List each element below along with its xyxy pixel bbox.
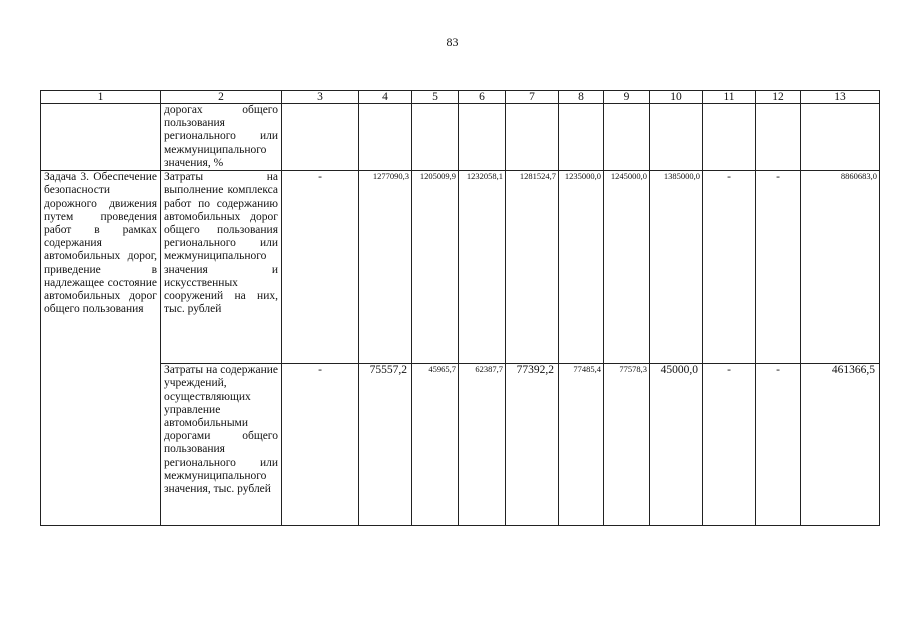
header-cell: 10: [650, 91, 703, 104]
value-cell: 62387,7: [459, 364, 506, 526]
value-cell: [459, 104, 506, 171]
value-cell: [412, 104, 459, 171]
value-cell: -: [756, 171, 801, 364]
header-cell: 2: [161, 91, 282, 104]
value-cell: 1281524,7: [506, 171, 559, 364]
value-cell: [559, 104, 604, 171]
header-cell: 9: [604, 91, 650, 104]
header-cell: 1: [41, 91, 161, 104]
value-cell: [506, 104, 559, 171]
header-cell: 12: [756, 91, 801, 104]
data-table: [40, 90, 880, 526]
value-cell: 1245000,0: [604, 171, 650, 364]
value-cell: 1277090,3: [359, 171, 412, 364]
value-cell: -: [282, 171, 359, 364]
task-cell: [41, 104, 161, 171]
header-cell: 8: [559, 91, 604, 104]
header-cell: 3: [282, 91, 359, 104]
task-cell: Задача 3. Обеспечение безопасности дорожного движения путем проведения работ в рамках содержания автомобильных дорог, приведение в надлежащее состояние автомобильных дорог общего пользования: [41, 171, 161, 526]
value-cell: -: [282, 364, 359, 526]
value-cell: 1205009,9: [412, 171, 459, 364]
value-cell: [703, 104, 756, 171]
value-cell: -: [703, 171, 756, 364]
table-row: [41, 364, 880, 526]
value-cell: 461366,5: [801, 364, 880, 526]
value-cell: 1235000,0: [559, 171, 604, 364]
value-cell: [801, 104, 880, 171]
value-cell: 75557,2: [359, 364, 412, 526]
page-number: 83: [446, 35, 459, 49]
value-cell: [650, 104, 703, 171]
indicator-cell: дорогах общего пользования регионального или межмуниципального значения, %: [161, 104, 282, 171]
value-cell: 1232058,1: [459, 171, 506, 364]
value-cell: 45965,7: [412, 364, 459, 526]
value-cell: 1385000,0: [650, 171, 703, 364]
header-cell: 7: [506, 91, 559, 104]
value-cell: 77485,4: [559, 364, 604, 526]
table-row: [41, 171, 880, 364]
value-cell: [756, 104, 801, 171]
table-row: [41, 104, 880, 171]
header-cell: 5: [412, 91, 459, 104]
header-cell: 4: [359, 91, 412, 104]
header-row: [41, 91, 880, 104]
value-cell: [604, 104, 650, 171]
value-cell: [359, 104, 412, 171]
value-cell: 77578,3: [604, 364, 650, 526]
header-cell: 6: [459, 91, 506, 104]
value-cell: -: [703, 364, 756, 526]
value-cell: 77392,2: [506, 364, 559, 526]
header-cell: 11: [703, 91, 756, 104]
value-cell: 8860683,0: [801, 171, 880, 364]
value-cell: -: [756, 364, 801, 526]
indicator-cell: Затраты на выполнение комплекса работ по содержанию автомобильных дорог общего пользования регионального или межмуниципального значения и искусственных сооружений на них, тыс. рублей: [161, 171, 282, 364]
value-cell: 45000,0: [650, 364, 703, 526]
value-cell: [282, 104, 359, 171]
indicator-cell: Затраты на содержание учреждений, осуществляющих управление автомобильными дорогами общего пользования регионального или межмуниципального значения, тыс. рублей: [161, 364, 282, 526]
header-cell: 13: [801, 91, 880, 104]
